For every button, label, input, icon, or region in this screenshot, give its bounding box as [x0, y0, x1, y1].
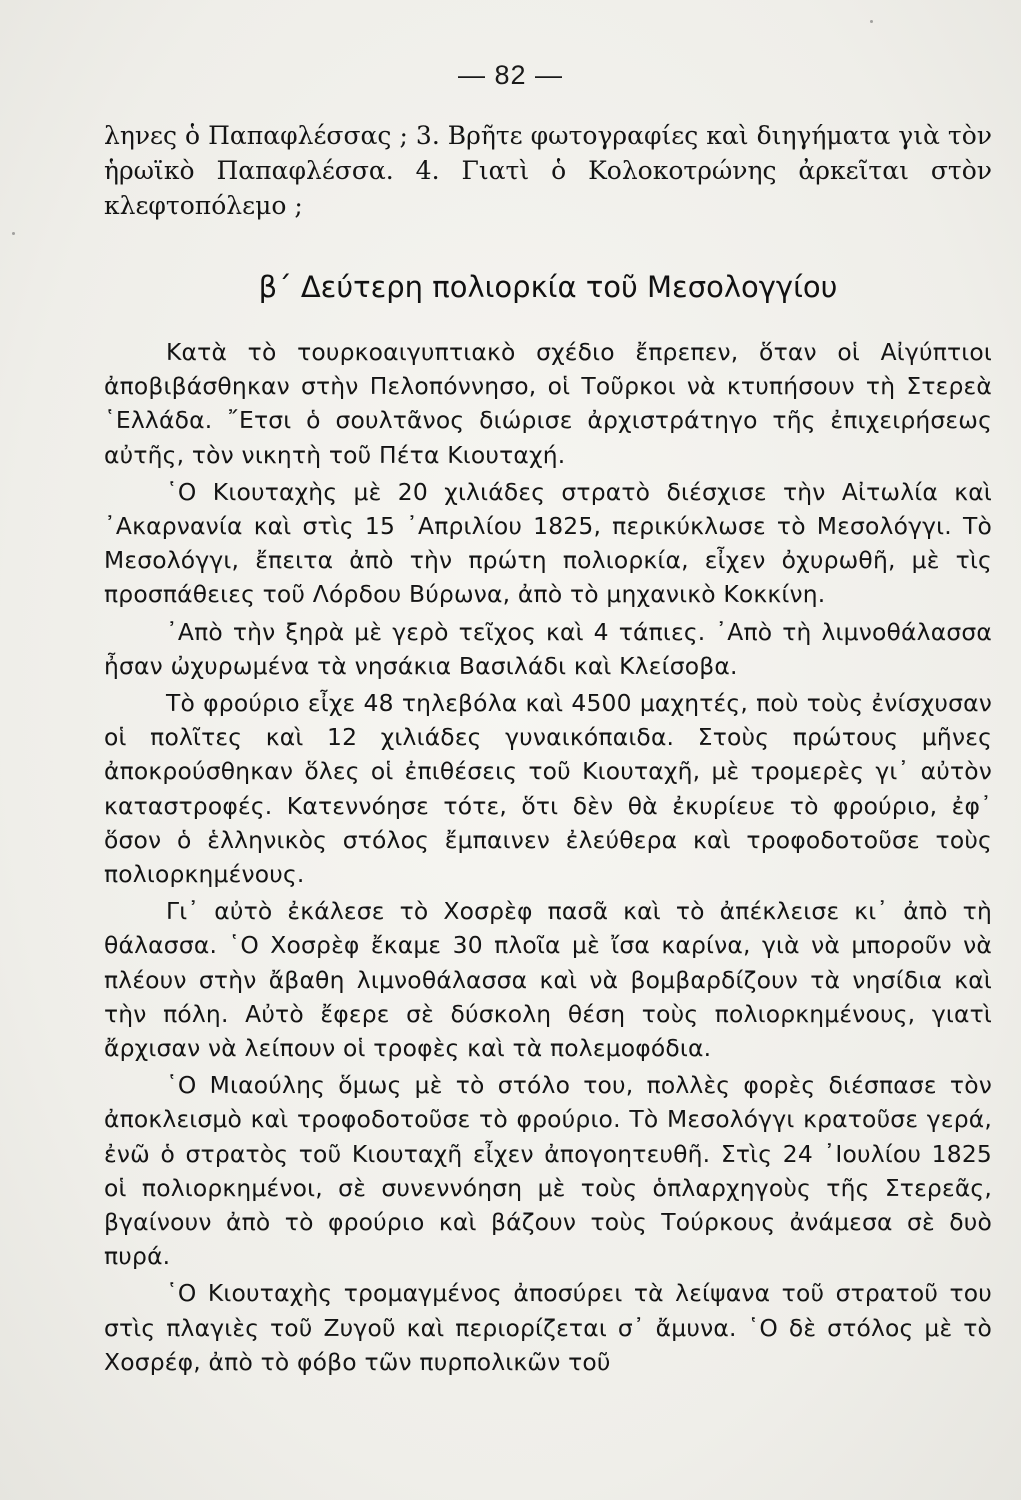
intro-text: ληνες ὁ Παπαφλέσσας ; 3. Βρῆτε φωτογραφίες καὶ διηγήματα γιὰ τὸν ἡρωϊκὸ Παπαφλέσσα. 4. Γιατὶ ὁ Κολοκοτρώνης ἀρκεῖται στὸν κλεφτοπόλεμο ; [104, 121, 992, 220]
scan-speck [12, 232, 15, 235]
paragraph-5: Γι᾿ αὐτὸ ἐκάλεσε τὸ Χοσρὲφ πασᾶ καὶ τὸ ἀπέκλεισε κι᾿ ἀπὸ τὴ θάλασσα. ῾Ο Χοσρὲφ ἔκαμε 30 πλοῖα μὲ ἴσα καρίνα, γιὰ νὰ μποροῦν νὰ πλέουν στὴν ἄβαθη λιμνοθάλασσα καὶ νὰ βομβαρδίζουν τὰ νησίδια καὶ τὴν πόλη. Αὐτὸ ἔφερε σὲ δύσκολη θέση τοὺς πολιορκημένους, γιατὶ ἄρχισαν νὰ λείπουν οἱ τροφὲς καὶ τὰ πολεμοφόδια. [104, 897, 992, 1063]
paragraph-4: Τὸ φρούριο εἶχε 48 τηλεβόλα καὶ 4500 μαχητές, ποὺ τοὺς ἐνίσχυσαν οἱ πολῖτες καὶ 12 χιλιάδες γυναικόπαιδα. Στοὺς πρώτους μῆνες ἀποκρούσθηκαν ὅλες οἱ ἐπιθέσεις τοῦ Κιουταχῆ, μὲ τρομερὲς γι᾿ αὐτὸν καταστροφές. Κατεννόησε τότε, ὅτι δὲν θὰ ἐκυρίευε τὸ φρούριο, ἐφ᾿ ὅσον ὁ ἑλληνικὸς στόλος ἔμπαινεν ἐλεύθερα καὶ τροφοδοτοῦσε τοὺς πολιορκημένους. [104, 689, 992, 889]
page-number: — 82 — [457, 60, 564, 90]
section-title: β΄ Δεύτερη πολιορκία τοῦ Μεσολογγίου [258, 270, 838, 304]
paragraph-3: ᾿Απὸ τὴν ξηρὰ μὲ γερὸ τεῖχος καὶ 4 τάπιες. ᾿Απὸ τὴ λιμνοθάλασσα ἦσαν ὠχυρωμένα τὰ νησάκια Βασιλάδι καὶ Κλείσοβα. [104, 617, 992, 680]
paragraph-2: ῾Ο Κιουταχὴς μὲ 20 χιλιάδες στρατὸ διέσχισε τὴν Αἰτωλία καὶ ᾿Ακαρνανία καὶ στὶς 15 ᾿Απριλίου 1825, περικύκλωσε τὸ Μεσολόγγι. Τὸ Μεσολόγγι, ἔπειτα ἀπὸ τὴν πρώτη πολιορκία, εἶχεν ὀχυρωθῆ, μὲ τὶς προσπάθειες τοῦ Λόρδου Βύρωνα, ἀπὸ τὸ μηχανικὸ Κοκκίνη. [104, 477, 992, 609]
scan-speck [870, 20, 873, 23]
paragraph-7: ῾Ο Κιουταχὴς τρομαγμένος ἀποσύρει τὰ λείψανα τοῦ στρατοῦ του στὶς πλαγιὲς τοῦ Ζυγοῦ καὶ περιορίζεται σ᾿ ἄμυνα. ῾Ο δὲ στόλος μὲ τὸ Χοσρέφ, ἀπὸ τὸ φόβο τῶν πυρπολικῶν τοῦ [104, 1279, 992, 1376]
paragraph-1: Κατὰ τὸ τουρκοαιγυπτιακὸ σχέδιο ἔπρεπεν, ὅταν οἱ Αἰγύπτιοι ἀποβιβάσθηκαν στὴν Πελοπόννησο, οἱ Τοῦρκοι νὰ κτυπήσουν τὴ Στερεὰ ῾Ελλάδα. ῎Ετσι ὁ σουλτᾶνος διώρισε ἀρχιστράτηγο τῆς ἐπιχειρήσεως αὐτῆς, τὸν νικητὴ τοῦ Πέτα Κιουταχή. [104, 338, 992, 469]
page-content [104, 118, 992, 1382]
paragraph-6: ῾Ο Μιαούλης ὅμως μὲ τὸ στόλο του, πολλὲς φορὲς διέσπασε τὸν ἀποκλεισμὸ καὶ τροφοδοτοῦσε τὸ φρούριο. Τὸ Μεσολόγγι κρατοῦσε γερά, ἐνῶ ὁ στρατὸς τοῦ Κιουταχῆ εἶχεν ἀπογοητευθῆ. Στὶς 24 ᾿Ιουλίου 1825 οἱ πολιορκημένοι, σὲ συνεννόηση μὲ τοὺς ὁπλαρχηγοὺς τῆς Στερεᾶς, βγαίνουν ἀπὸ τὸ φρούριο καὶ βάζουν τοὺς Τούρκους ἀνάμεσα σὲ δυὸ πυρά. [104, 1071, 992, 1271]
